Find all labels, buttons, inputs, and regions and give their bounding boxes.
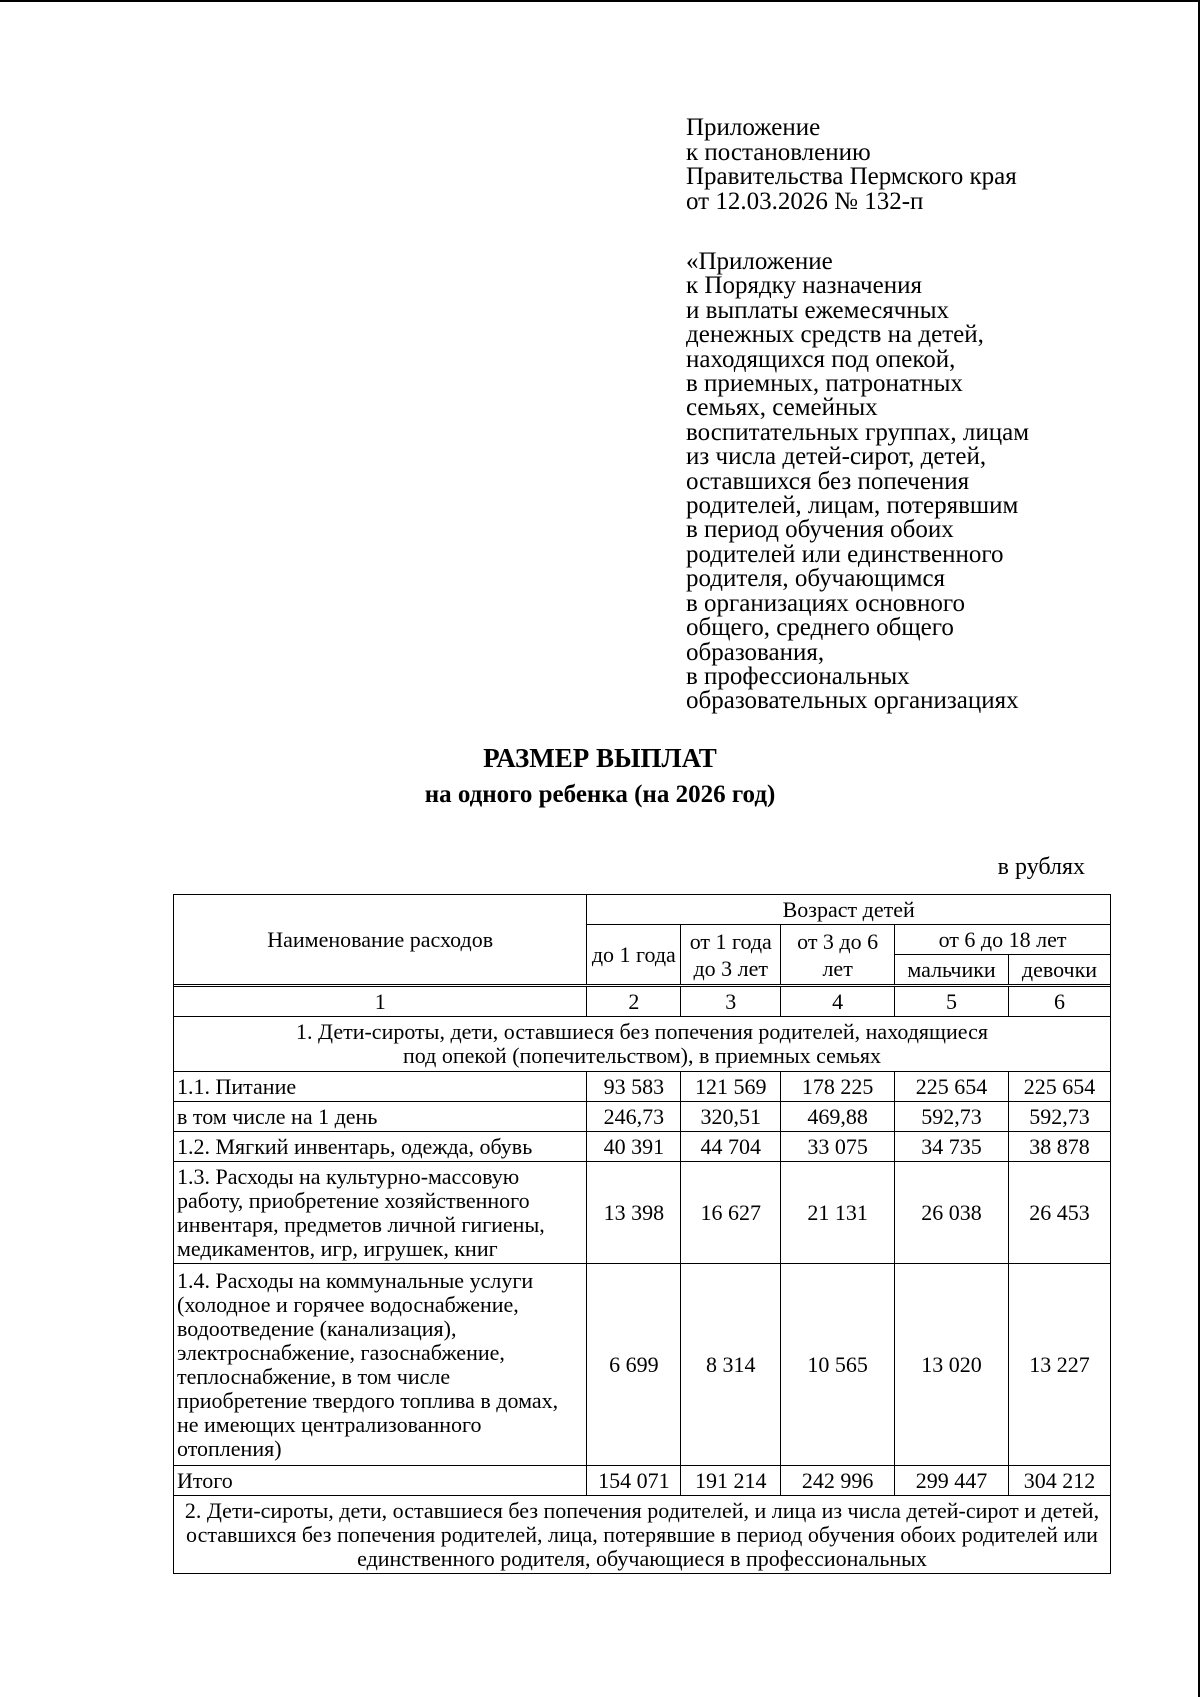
header-age-group: Возраст детей [587, 895, 1111, 925]
table-row [174, 1102, 1111, 1132]
row-name: Итого [174, 1466, 587, 1496]
header-col-6: девочки [1009, 955, 1111, 985]
row-value: 13 227 [1009, 1264, 1111, 1466]
row-name: 1.4. Расходы на коммунальные услуги (холодное и горячее водоснабжение, водоотведение (канализация), электроснабжение, газоснабжение, теплоснабжение, в том числе приобретение твердого топлива в домах, не имеющих централизованного отопления) [174, 1264, 587, 1466]
row-value: 6 699 [587, 1264, 681, 1466]
appendix2-line: в приемных, патронатных [686, 370, 963, 398]
total-row [174, 1466, 1111, 1496]
appendix-line: Правительства Пермского края [686, 163, 1017, 190]
row-value: 121 569 [681, 1072, 781, 1102]
appendix2-line: родителей или единственного [686, 540, 1004, 568]
row-value: 13 398 [587, 1162, 681, 1264]
row-value: 592,73 [895, 1102, 1009, 1132]
header-col-3: от 1 года до 3 лет [681, 925, 781, 985]
row-value: 304 212 [1009, 1466, 1111, 1496]
row-value: 225 654 [895, 1072, 1009, 1102]
document-title: РАЗМЕР ВЫПЛАТ [483, 743, 717, 773]
header-col-2: до 1 года [587, 925, 681, 985]
row-value: 225 654 [1009, 1072, 1111, 1102]
appendix2-line: оставшихся без попечения [686, 467, 970, 495]
row-value: 154 071 [587, 1466, 681, 1496]
appendix-header [686, 116, 1126, 214]
row-value: 178 225 [781, 1072, 895, 1102]
appendix2-line: из числа детей-сирот, детей, [686, 443, 987, 471]
appendix-line: от 12.03.2026 № 132-п [686, 187, 924, 215]
appendix2-line: родителей, лицам, потерявшим [686, 492, 1019, 520]
row-value: 469,88 [781, 1102, 895, 1132]
appendix2-line: семьях, семейных [686, 394, 878, 422]
header-col-5-6: от 6 до 18 лет [895, 925, 1111, 955]
row-name: 1.1. Питание [174, 1072, 587, 1102]
section-2-row [174, 1496, 1111, 1574]
row-value: 10 565 [781, 1264, 895, 1466]
row-value: 242 996 [781, 1466, 895, 1496]
appendix2-line: образовательных организациях [686, 687, 1019, 715]
row-name: 1.2. Мягкий инвентарь, одежда, обувь [174, 1132, 587, 1162]
appendix2-line: находящихся под опекой, [686, 345, 956, 373]
appendix2-line: образования, [686, 638, 825, 666]
row-value: 40 391 [587, 1132, 681, 1162]
column-number-row [174, 987, 1111, 1017]
row-value: 26 038 [895, 1162, 1009, 1264]
column-number: 1 [174, 987, 587, 1017]
appendix2-line: и выплаты ежемесячных [686, 296, 950, 324]
section-2-heading: 2. Дети-сироты, дети, оставшиеся без попечения родителей, и лица из числа детей-сирот и детей, оставшихся без попечения родителей, лица, потерявшие в период обучения обоих родителей или единственного родителя, обучающиеся в профессиональных [174, 1496, 1111, 1574]
table-row [174, 1162, 1111, 1264]
table-row [174, 1072, 1111, 1102]
appendix2-line: денежных средств на детей, [686, 321, 984, 349]
row-value: 13 020 [895, 1264, 1009, 1466]
appendix-line: Приложение [686, 114, 821, 141]
appendix2-line: в период обучения обоих [686, 516, 954, 544]
header-col-4: от 3 до 6 лет [781, 925, 895, 985]
payments-table [173, 894, 1111, 1574]
row-value: 246,73 [587, 1102, 681, 1132]
appendix2-line: в профессиональных [686, 662, 910, 690]
row-value: 299 447 [895, 1466, 1009, 1496]
row-value: 38 878 [1009, 1132, 1111, 1162]
header-name-col: Наименование расходов [174, 895, 587, 985]
row-name: 1.3. Расходы на культурно-массовую работу, приобретение хозяйственного инвентаря, предметов личной гигиены, медикаментов, игр, игрушек, книг [174, 1162, 587, 1264]
row-value: 26 453 [1009, 1162, 1111, 1264]
appendix2-line: к Порядку назначения [686, 272, 922, 300]
row-value: 16 627 [681, 1162, 781, 1264]
appendix2-line: общего, среднего общего [686, 614, 954, 642]
appendix-line: к постановлению [686, 138, 871, 166]
row-value: 44 704 [681, 1132, 781, 1162]
appendix2-line: в организациях основного [686, 589, 966, 617]
row-value: 33 075 [781, 1132, 895, 1162]
row-value: 21 131 [781, 1162, 895, 1264]
row-name: в том числе на 1 день [174, 1102, 587, 1132]
column-number: 2 [587, 987, 681, 1017]
row-value: 8 314 [681, 1264, 781, 1466]
row-value: 34 735 [895, 1132, 1009, 1162]
row-value: 592,73 [1009, 1102, 1111, 1132]
document-subtitle: на одного ребенка (на 2026 год) [424, 781, 776, 808]
section-1-row [174, 1017, 1111, 1072]
column-number: 6 [1009, 987, 1111, 1017]
header-col-5: мальчики [895, 955, 1009, 985]
table-header-row [174, 895, 1111, 925]
appendix2-line: «Приложение [686, 248, 833, 275]
section-1-heading: 1. Дети-сироты, дети, оставшиеся без попечения родителей, находящиеся под опекой (попечительством), в приемных семьях [174, 1017, 1111, 1072]
row-value: 93 583 [587, 1072, 681, 1102]
column-number: 4 [781, 987, 895, 1017]
table-row [174, 1264, 1111, 1466]
units-label: в рублях [997, 854, 1085, 880]
appendix2-line: воспитательных группах, лицам [686, 418, 1030, 446]
row-value: 320,51 [681, 1102, 781, 1132]
page-border-top [0, 0, 1200, 2]
row-value: 191 214 [681, 1466, 781, 1496]
appendix-procedure-header [686, 250, 1126, 714]
table-row [174, 1132, 1111, 1162]
column-number: 3 [681, 987, 781, 1017]
appendix2-line: родителя, обучающимся [686, 565, 946, 593]
column-number: 5 [895, 987, 1009, 1017]
